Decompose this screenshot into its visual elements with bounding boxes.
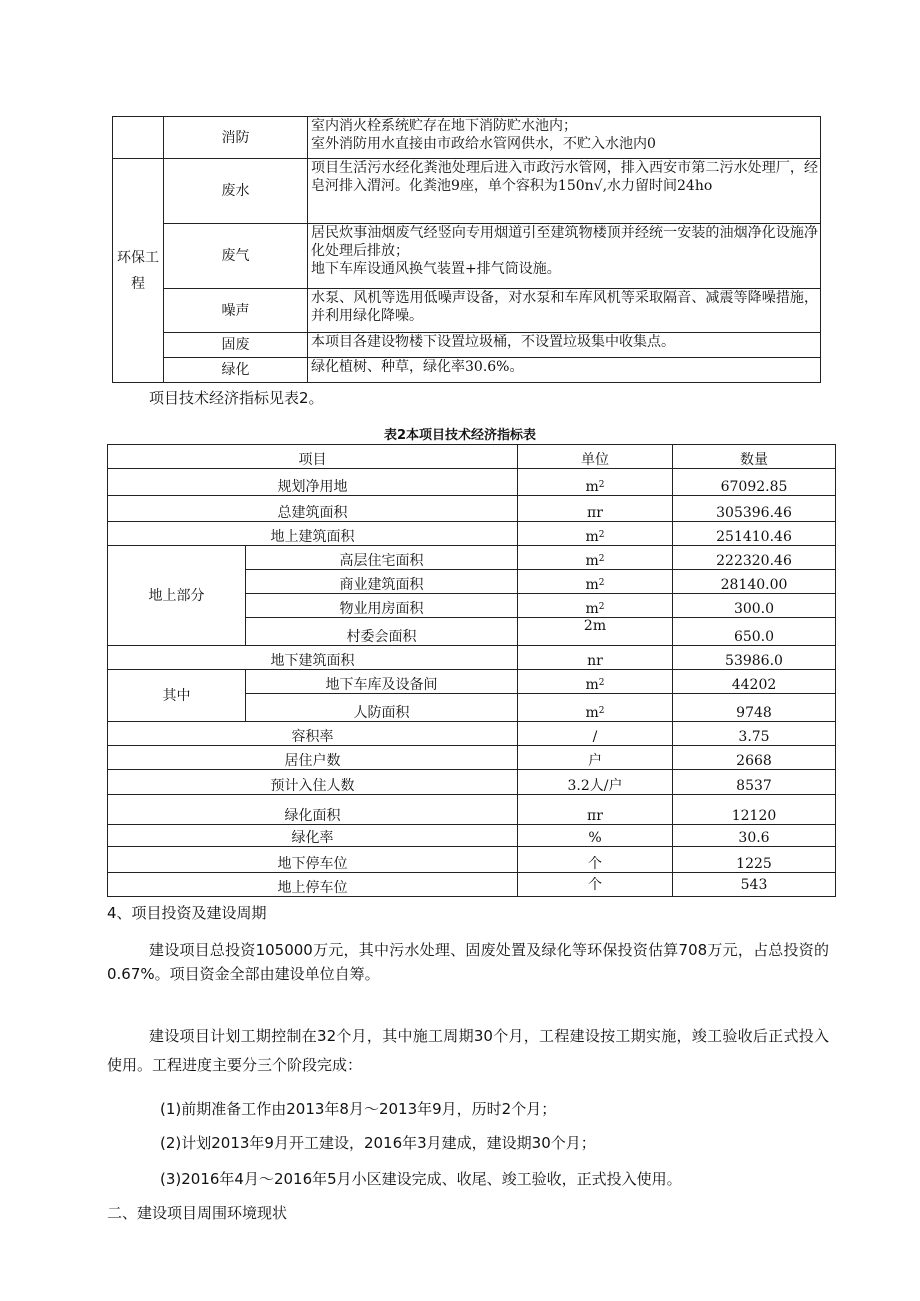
table-row: [108, 469, 836, 496]
table2-caption: 表2本项目技术经济指标表: [383, 428, 537, 443]
row-unit: πr: [518, 795, 673, 825]
schedule-item-2: (2)计划2013年9月开工建设，2016年3月建成，建设期30个月；: [160, 1134, 596, 1152]
header-item: 项目: [108, 445, 518, 469]
row-item: 总建筑面积: [108, 496, 518, 522]
header-value: 数量: [673, 445, 836, 469]
schedule-item-3: (3)2016年4月～2016年5月小区建设完成、收尾、竣工验收，正式投入使用。: [160, 1170, 682, 1188]
row-item: 规划净用地: [108, 469, 518, 496]
row-value: 44202: [673, 670, 836, 694]
row-item: 村委会面积: [246, 618, 518, 646]
row-item: 地下建筑面积: [108, 646, 518, 670]
row-unit: 个: [518, 873, 673, 897]
row-value: 251410.46: [673, 522, 836, 546]
row-unit: $m^2$: [518, 670, 673, 694]
row-item: 地上建筑面积: [108, 522, 518, 546]
table-row: [108, 722, 836, 746]
row-item: 容积率: [108, 722, 518, 746]
row-item: 高层住宅面积: [246, 546, 518, 570]
row-value: 1225: [673, 847, 836, 873]
row-value: 28140.00: [673, 570, 836, 594]
row-unit: 2m: [518, 618, 673, 646]
row-value: 300.0: [673, 594, 836, 618]
row-unit: 个: [518, 847, 673, 873]
row-item: 绿化面积: [108, 795, 518, 825]
row-value: 12120: [673, 795, 836, 825]
env-category-cell-top: [113, 117, 164, 159]
table-row: [108, 496, 836, 522]
table-row: [108, 746, 836, 770]
row-value: 9748: [673, 694, 836, 722]
table-row: [108, 825, 836, 847]
row-value: 8537: [673, 770, 836, 795]
group-label: 其中: [108, 670, 246, 722]
env-item-desc: 水泵、风机等选用低噪声设备，对水泵和车库风机等采取隔音、减震等降噪措施，并利用绿化降噪。: [308, 289, 821, 333]
row-unit: $m^2$: [518, 546, 673, 570]
env-item-desc: 项目生活污水经化粪池处理后进入市政污水管网，排入西安市第二污水处理厂，经皂河排入渭河。化粪池9座，单个容积为150n√,水力留时间24ho: [308, 159, 821, 224]
table-row: [108, 522, 836, 546]
env-item-desc: 室内消火栓系统贮存在地下消防贮水池内； 室外消防用水直接由市政给水管网供水，不贮入水池内0: [308, 117, 821, 159]
row-unit: $m^2$: [518, 694, 673, 722]
section-heading-2: 二、建设项目周围环境现状: [107, 1204, 288, 1222]
row-unit: 3.2人/户: [518, 770, 673, 795]
env-item-desc: 居民炊事油烟废气经竖向专用烟道引至建筑物楼顶并经统一安装的油烟净化设施净化处理后排放； 地下车库设通风换气装置+排气筒设施。: [308, 224, 821, 289]
table-row: [108, 873, 836, 897]
row-item: 商业建筑面积: [246, 570, 518, 594]
table-row: [108, 670, 836, 694]
row-value: 305396.46: [673, 496, 836, 522]
row-item: 物业用房面积: [246, 594, 518, 618]
row-item: 地下车库及设备间: [246, 670, 518, 694]
env-item-name: 固废: [164, 333, 308, 358]
env-protection-table: [112, 116, 821, 383]
table-row: [108, 847, 836, 873]
group-label: 地上部分: [108, 546, 246, 646]
row-value: 30.6: [673, 825, 836, 847]
tech-econ-table: [107, 444, 836, 897]
row-value: 650.0: [673, 618, 836, 646]
table-row: [108, 546, 836, 570]
row-value: 67092.85: [673, 469, 836, 496]
env-item-desc: 本项目各建设物楼下设置垃圾桶，不设置垃圾集中收集点。: [308, 333, 821, 358]
env-item-name: 废气: [164, 224, 308, 289]
row-value: 543: [673, 873, 836, 897]
env-item-name: 消防: [164, 117, 308, 159]
row-value: 2668: [673, 746, 836, 770]
row-unit: $m^2$: [518, 570, 673, 594]
env-item-desc: 绿化植树、种草，绿化率30.6%。: [308, 358, 821, 383]
row-value: 222320.46: [673, 546, 836, 570]
row-item: 地上停车位: [108, 873, 518, 897]
row-item: 地下停车位: [108, 847, 518, 873]
row-item: 居住户数: [108, 746, 518, 770]
table-row: [108, 770, 836, 795]
row-value: 3.75: [673, 722, 836, 746]
row-value: 53986.0: [673, 646, 836, 670]
env-item-name: 噪声: [164, 289, 308, 333]
schedule-item-1: (1)前期准备工作由2013年8月～2013年9月，历时2个月；: [160, 1100, 557, 1118]
row-unit: %: [518, 825, 673, 847]
row-unit: 户: [518, 746, 673, 770]
section-heading: 4、项目投资及建设周期: [107, 904, 267, 922]
table-row: [108, 646, 836, 670]
env-category-cell: 环保工程: [113, 159, 164, 383]
schedule-paragraph: 建设项目计划工期控制在32个月，其中施工周期30个月，工程建设按工期实施，竣工验收后正式投入使用。工程进度主要分三个阶段完成：: [107, 1027, 829, 1074]
investment-paragraph: 建设项目总投资105000万元，其中污水处理、固废处置及绿化等环保投资估算708万元，占总投资的0.67%。项目资金全部由建设单位自筹。: [107, 941, 829, 983]
row-unit: $m^2$: [518, 522, 673, 546]
row-unit: $m^2$: [518, 594, 673, 618]
row-unit: /: [518, 722, 673, 746]
header-unit: 单位: [518, 445, 673, 469]
table-reference-text: 项目技术经济指标见表2。: [149, 389, 324, 407]
table-row: [108, 795, 836, 825]
row-unit: πr: [518, 496, 673, 522]
row-unit: nr: [518, 646, 673, 670]
env-item-name: 绿化: [164, 358, 308, 383]
row-item: 预计入住人数: [108, 770, 518, 795]
row-unit: $m^2$: [518, 469, 673, 496]
env-item-name: 废水: [164, 159, 308, 224]
row-item: 人防面积: [246, 694, 518, 722]
row-item: 绿化率: [108, 825, 518, 847]
